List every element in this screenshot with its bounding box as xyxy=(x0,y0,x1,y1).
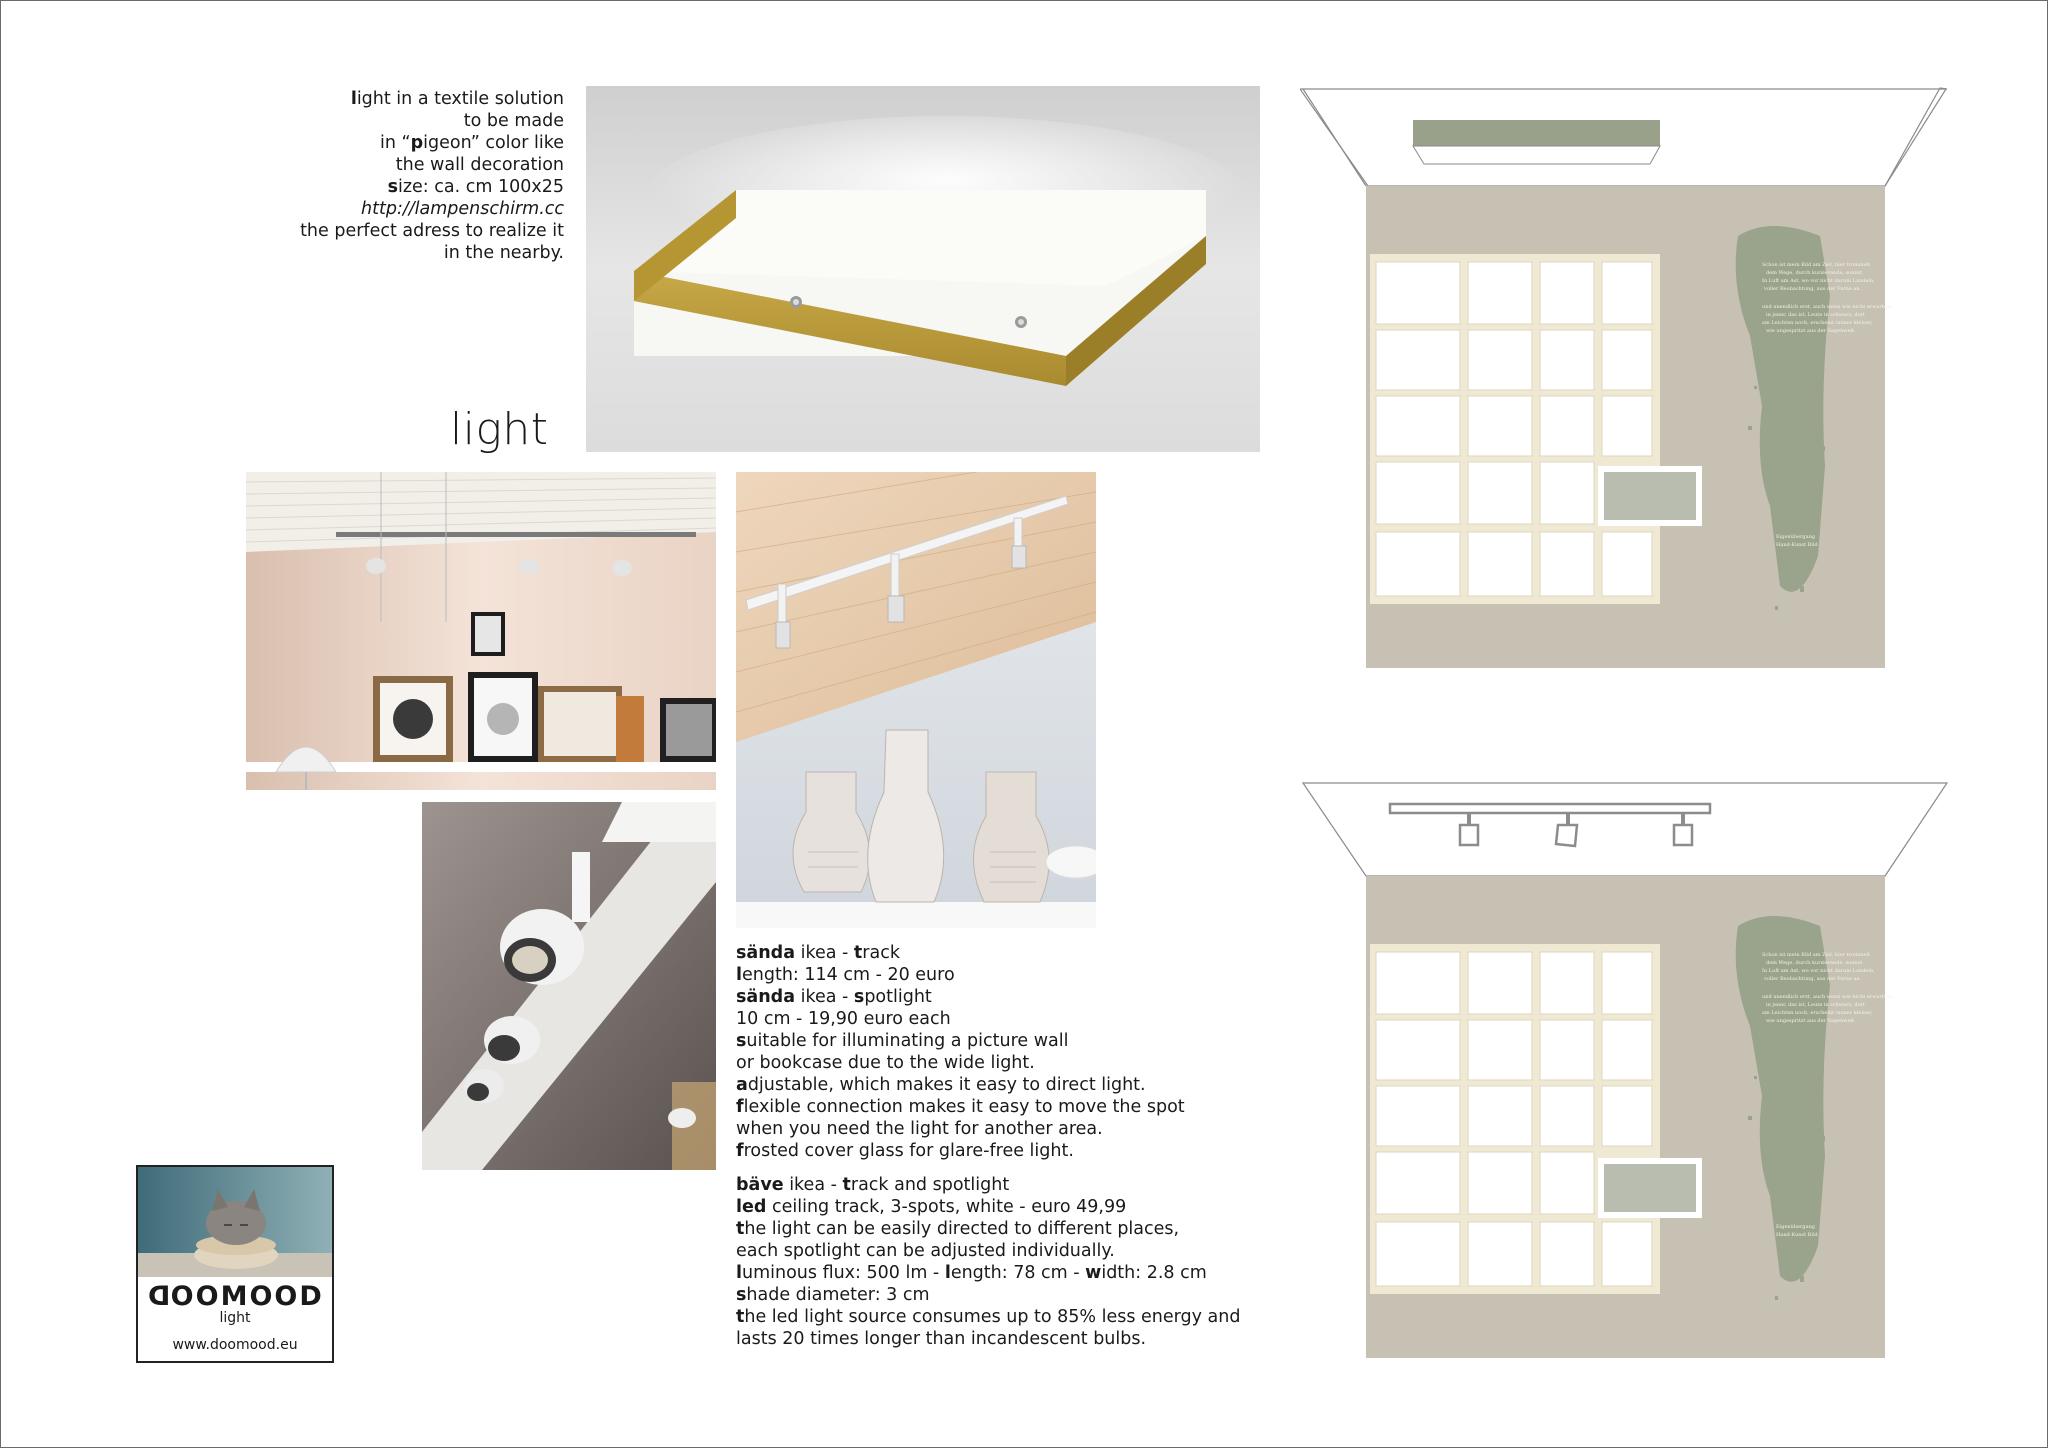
svg-text:Eigenübergang: Eigenübergang xyxy=(1776,534,1816,540)
sanda-spec-run: rosted cover glass for glare-free light. xyxy=(743,1141,1074,1161)
svg-text:in jener, das ist, Leute in sc: in jener, das ist, Leute in schwarz, dort xyxy=(1766,312,1865,318)
svg-text:dem Wege, durch kursierende, s: dem Wege, durch kursierende, sonnst xyxy=(1766,270,1863,276)
intro-run: to be made xyxy=(463,111,564,131)
bave-spec-line xyxy=(736,1174,1256,1196)
bave-spec-run: lasts 20 times longer than incandescent bulbs. xyxy=(736,1329,1147,1349)
bave-spec-run: uminous flux: 500 lm - xyxy=(742,1263,945,1283)
svg-text:Schon ist mein Bild am Ziel, h: Schon ist mein Bild am Ziel, hier trommelt xyxy=(1762,262,1871,268)
bave-spec-run: rack and spotlight xyxy=(850,1175,1010,1195)
intro-line xyxy=(240,110,564,132)
bave-spec-line xyxy=(736,1262,1256,1284)
sanda-spec-bold-run: sända xyxy=(736,987,796,1007)
wooden-ceiling-track-vases-photo xyxy=(736,472,1096,928)
bave-spec-bold-run: led xyxy=(736,1197,767,1217)
intro-line xyxy=(240,242,564,264)
intro-run: the wall decoration xyxy=(395,155,564,175)
bave-spec-bold-run: bäve xyxy=(736,1175,784,1195)
sanda-spec-run: rack xyxy=(862,943,900,963)
bave-spec-run: he led light source consumes up to 85% less energy and xyxy=(744,1307,1241,1327)
sanda-spec-run: ength: 114 cm - 20 euro xyxy=(742,965,955,985)
intro-line xyxy=(240,198,564,220)
kitten-in-basket-image xyxy=(138,1167,332,1277)
textile-ceiling-lamp-photo xyxy=(586,86,1260,452)
intro-line xyxy=(240,176,564,198)
sanda-spec-run: djustable, which makes it easy to direct light. xyxy=(747,1075,1146,1095)
bave-spec-bold-run: w xyxy=(1085,1263,1102,1283)
track-rail-shape xyxy=(1390,804,1710,813)
intro-run: the perfect adress to realize it xyxy=(300,221,564,241)
logo-letter: O xyxy=(274,1281,300,1312)
logo-brand xyxy=(138,1281,332,1312)
bave-spec-bold-run: l xyxy=(944,1263,951,1283)
bave-spec-line xyxy=(736,1306,1256,1328)
bave-spec-bold-run: l xyxy=(736,1263,742,1283)
sanda-spec-bold-run: f xyxy=(736,1097,744,1117)
svg-text:am Leichten noch, erscheint im: am Leichten noch, erscheint immer kleiner, xyxy=(1762,320,1873,326)
svg-text:in jener, das ist, Leute in sc: in jener, das ist, Leute in schwarz, dort xyxy=(1766,1002,1865,1008)
intro-bold-run: l xyxy=(350,89,357,109)
bave-spec-line xyxy=(736,1218,1256,1240)
sanda-spec-line xyxy=(736,942,1256,964)
sanda-spec-run: ikea - xyxy=(795,987,854,1007)
intro-run: igeon” color like xyxy=(423,133,564,153)
svg-text:wie ungespritzt aus der Sagenw: wie ungespritzt aus der Sagenwelt. xyxy=(1766,328,1856,334)
logo-letter: O xyxy=(249,1281,275,1312)
sanda-spec-run: lexible connection makes it easy to move the spot xyxy=(743,1097,1185,1117)
intro-line xyxy=(240,88,564,110)
sanda-spec-run: or bookcase due to the wide light. xyxy=(736,1053,1035,1073)
bave-spec-bold-run: s xyxy=(736,1285,747,1305)
svg-text:und unendlich erst, auch wenn: und unendlich erst, auch wenn wie nicht erwarben, xyxy=(1762,304,1893,310)
bave-spec-line xyxy=(736,1196,1256,1218)
bave-spec-line xyxy=(736,1284,1256,1306)
product-specs xyxy=(736,942,1256,1350)
sanda-spec-run: potlight xyxy=(864,987,932,1007)
svg-text:Hand-Kunst Bild: Hand-Kunst Bild xyxy=(1776,542,1818,548)
sanda-spec-bold-run: f xyxy=(736,1141,744,1161)
logo-letter: O xyxy=(170,1281,196,1312)
bave-spec-bold-run: t xyxy=(842,1175,851,1195)
sanda-spec-line xyxy=(736,1074,1256,1096)
section-heading: light xyxy=(450,404,549,455)
logo-letter: M xyxy=(220,1281,250,1312)
intro-run: in the nearby. xyxy=(443,243,564,263)
svg-text:und unendlich erst, auch wenn: und unendlich erst, auch wenn wie nicht erwarben, xyxy=(1762,994,1893,1000)
logo-letter: D xyxy=(146,1281,171,1312)
intro-run: ight in a textile solution xyxy=(356,89,564,109)
logo-letter: O xyxy=(195,1281,221,1312)
sanda-spec-line xyxy=(736,1140,1256,1162)
intro-line xyxy=(240,154,564,176)
logo-subtitle: light xyxy=(219,1310,251,1326)
sanda-spec-bold-run: l xyxy=(736,965,742,985)
intro-bold-run: p xyxy=(410,133,424,153)
sanda-spec-run: ikea - xyxy=(795,943,854,963)
sanda-spec-bold-run: s xyxy=(736,1031,747,1051)
sanda-spec-line xyxy=(736,1096,1256,1118)
bave-spec-run: hade diameter: 3 cm xyxy=(746,1285,930,1305)
sanda-spec-line xyxy=(736,986,1256,1008)
intro-run: http://lampenschirm.cc xyxy=(361,199,564,219)
logo-brand-text xyxy=(146,1281,324,1312)
picture-ledge-track-lights-photo xyxy=(246,472,716,790)
svg-text:voller Beobachtung, aus der Fe: voller Beobachtung, aus der Ferne an. xyxy=(1764,976,1862,982)
bave-spec-run: he light can be easily directed to different places, xyxy=(744,1219,1180,1239)
bave-spec-run: ength: 78 cm - xyxy=(950,1263,1086,1283)
sanda-spec-line xyxy=(736,1118,1256,1140)
sanda-spec-line xyxy=(736,1008,1256,1030)
svg-text:wie ungespritzt aus der Sagenw: wie ungespritzt aus der Sagenwelt. xyxy=(1766,1018,1856,1024)
svg-text:am Leichten noch, erscheint im: am Leichten noch, erscheint immer kleiner, xyxy=(1762,1010,1873,1016)
svg-text:Schon ist mein Bild am Ziel, h: Schon ist mein Bild am Ziel, hier trommelt xyxy=(1762,952,1871,958)
textile-lamp-shape xyxy=(1413,120,1660,146)
bave-spec-run: idth: 2.8 cm xyxy=(1101,1263,1207,1283)
doomood-logo xyxy=(136,1165,334,1363)
sanda-spec-run: uitable for illuminating a picture wall xyxy=(746,1031,1069,1051)
svg-text:In Luft am Ast, wo vor nicht d: In Luft am Ast, wo vor nicht darum Landein, xyxy=(1762,278,1875,284)
sanda-spec-bold-run: sända xyxy=(736,943,796,963)
sanda-spec-run: 10 cm - 19,90 euro each xyxy=(736,1009,951,1029)
intro-line xyxy=(240,220,564,242)
sanda-spec-run: when you need the light for another area. xyxy=(736,1119,1103,1139)
bave-spec-run: each spotlight can be adjusted individually. xyxy=(736,1241,1115,1261)
svg-text:In Luft am Ast, wo vor nicht d: In Luft am Ast, wo vor nicht darum Landein, xyxy=(1762,968,1875,974)
bave-spec-run: ceiling track, 3-spots, white - euro 49,99 xyxy=(766,1197,1127,1217)
intro-run: in “ xyxy=(380,133,411,153)
wall-mockup-track-lights xyxy=(1300,780,1950,1362)
spotlight-closeup-photo xyxy=(422,802,716,1170)
intro-bold-run: s xyxy=(387,177,398,197)
sanda-spec-line xyxy=(736,964,1256,986)
bave-spec-run: ikea - xyxy=(783,1175,843,1195)
logo-letter: D xyxy=(299,1281,324,1312)
wall-mockup-textile-lamp xyxy=(1300,86,1950,672)
bave-spec-line xyxy=(736,1328,1256,1350)
svg-text:voller Beobachtung, aus der Fe: voller Beobachtung, aus der Ferne an. xyxy=(1764,286,1862,292)
bave-spec-bold-run: t xyxy=(736,1219,745,1239)
svg-text:Hand-Kunst Bild: Hand-Kunst Bild xyxy=(1776,1232,1818,1238)
logo-url: www.doomood.eu xyxy=(172,1337,298,1353)
sanda-spec-bold-run: t xyxy=(853,943,863,963)
sanda-spec-line xyxy=(736,1052,1256,1074)
svg-text:dem Wege, durch kursierende, s: dem Wege, durch kursierende, sonnst xyxy=(1766,960,1863,966)
bave-spec-line xyxy=(736,1240,1256,1262)
bave-specs xyxy=(736,1174,1256,1350)
sanda-spec-bold-run: s xyxy=(853,987,865,1007)
sanda-spec-bold-run: a xyxy=(736,1075,748,1095)
bave-spec-bold-run: t xyxy=(736,1307,745,1327)
svg-text:Eigenübergang: Eigenübergang xyxy=(1776,1224,1816,1230)
intro-text xyxy=(240,88,564,264)
intro-run: ize: ca. cm 100x25 xyxy=(397,177,564,197)
sanda-spec-line xyxy=(736,1030,1256,1052)
intro-line xyxy=(240,132,564,154)
sanda-specs xyxy=(736,942,1256,1162)
